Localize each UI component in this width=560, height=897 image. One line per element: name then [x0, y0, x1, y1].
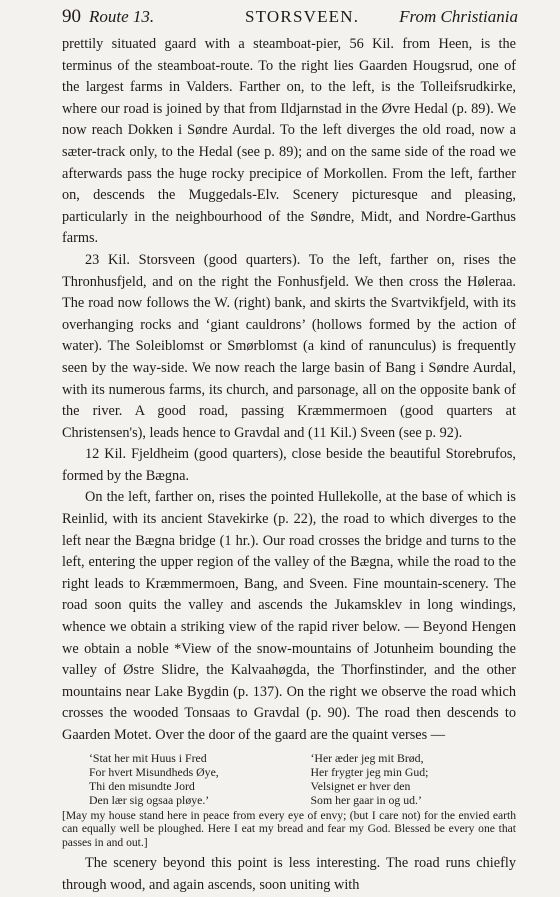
verse-line: Her frygter jeg min Gud;	[310, 764, 429, 779]
page-title: STORSVEEN.	[245, 7, 360, 26]
verse-line: For hvert Misundheds Øye,	[89, 764, 219, 779]
verse-left-column	[89, 751, 295, 807]
running-header	[62, 4, 516, 34]
translation-text: [May my house stand here in peace from every eye of envy; (but I care not) for the envied earth can equally well be ploughed. Here I eat my bread and fear my God. Blessed be every one that passes in and out.]	[62, 808, 516, 849]
direction-label: From Christiania	[399, 7, 518, 26]
verse-line: Som her gaar in og ud.’	[310, 792, 422, 807]
verse-line: ‘Stat her mit Huus i Fred	[89, 750, 207, 765]
page-body	[62, 34, 516, 897]
verse-translation	[62, 809, 516, 850]
verse-line: Thi den misundte Jord	[89, 778, 195, 793]
verse-block	[89, 751, 516, 807]
verse-line: ‘Her æder jeg mit Brød,	[310, 750, 424, 765]
verse-right-column	[311, 751, 517, 807]
paragraph: The scenery beyond this point is less interesting. The road runs chiefly through wood, and again ascends, soon uniting with	[62, 855, 516, 893]
paragraph: 12 Kil. Fjeldheim (good quarters), close beside the beautiful Storebrufos, formed by the Bægna.	[62, 446, 516, 484]
page-number: 90	[62, 6, 81, 27]
paragraph: 23 Kil. Storsveen (good quarters). To the left, farther on, rises the Thronhusfjeld, and on the right the Fonhusfjeld. We then cross the Høleraa. The road now follows the W. (right) bank, and skirts the Svartvikfjeld, with its overhanging rocks and ‘giant cauldrons’ (hollows formed by the action of water). The Soleiblomst or Smørblomst (a kind of ranunculus) is frequently seen by the way-side. We now reach the large basin of Bang i Søndre Aurdal, with its numerous farms, its church, and parsonage, all on the opposite bank of the river. A good road, passing Kræmmermoen (good quarters at Christensen's), leads hence to Gravdal and (11 Kil.) Sveen (see p. 92).	[62, 251, 516, 441]
paragraph: On the left, farther on, rises the pointed Hullekolle, at the base of which is Reinlid, with its ancient Stavekirke (p. 22), the road to which diverges to the left near the Bægna bridge (1 hr.). Our road crosses the bridge and turns to the left, entering the upper region of the valley of the Bægna, while the road to the right leads to Kræmmermoen, Bang, and Sveen. Fine mountain-scenery. The road soon quits the valley and ascends the Jukamsklev in long windings, whence we obtain a striking view of the rapid river below. — Beyond Hengen we obtain a noble *View of the snow-mountains of Jotunheim bounding the valley of Østre Slidre, the Kalvaahøgda, the Thorfinstinder, and the other mountains near Lake Bygdin (p. 137). On the right we observe the road which crosses the wooded Tonsaas to Gravdal (p. 90). The road then descends to Gaarden Motet. Over the door of the gaard are the quaint verses —	[62, 489, 516, 743]
route-label: Route 13.	[89, 7, 155, 26]
verse-line: Velsignet er hver den	[310, 778, 411, 793]
verse-line: Den lær sig ogsaa pløye.’	[89, 792, 210, 807]
paragraph: prettily situated gaard with a steamboat-pier, 56 Kil. from Heen, is the terminus of the steamboat-route. To the right lies Gaarden Hougsrud, one of the largest farms in Valders. Farther on, to the left, is the Tolleifsrudkirke, where our road is joined by that from Ildjarnstad in the Øvre Hedal (p. 89). We now reach Dokken i Søndre Aurdal. To the left diverges the old road, now a sæter-track only, to the Hedal (see p. 89); and on the same side of the road we afterwards pass the huge rocky precipice of Morkollen. From the left, farther on, descends the Muggedals-Elv. Scenery picturesque and pleasing, particularly in the neighbourhood of the Søndre, Midt, and Nordre-Garthus farms.	[62, 36, 516, 247]
